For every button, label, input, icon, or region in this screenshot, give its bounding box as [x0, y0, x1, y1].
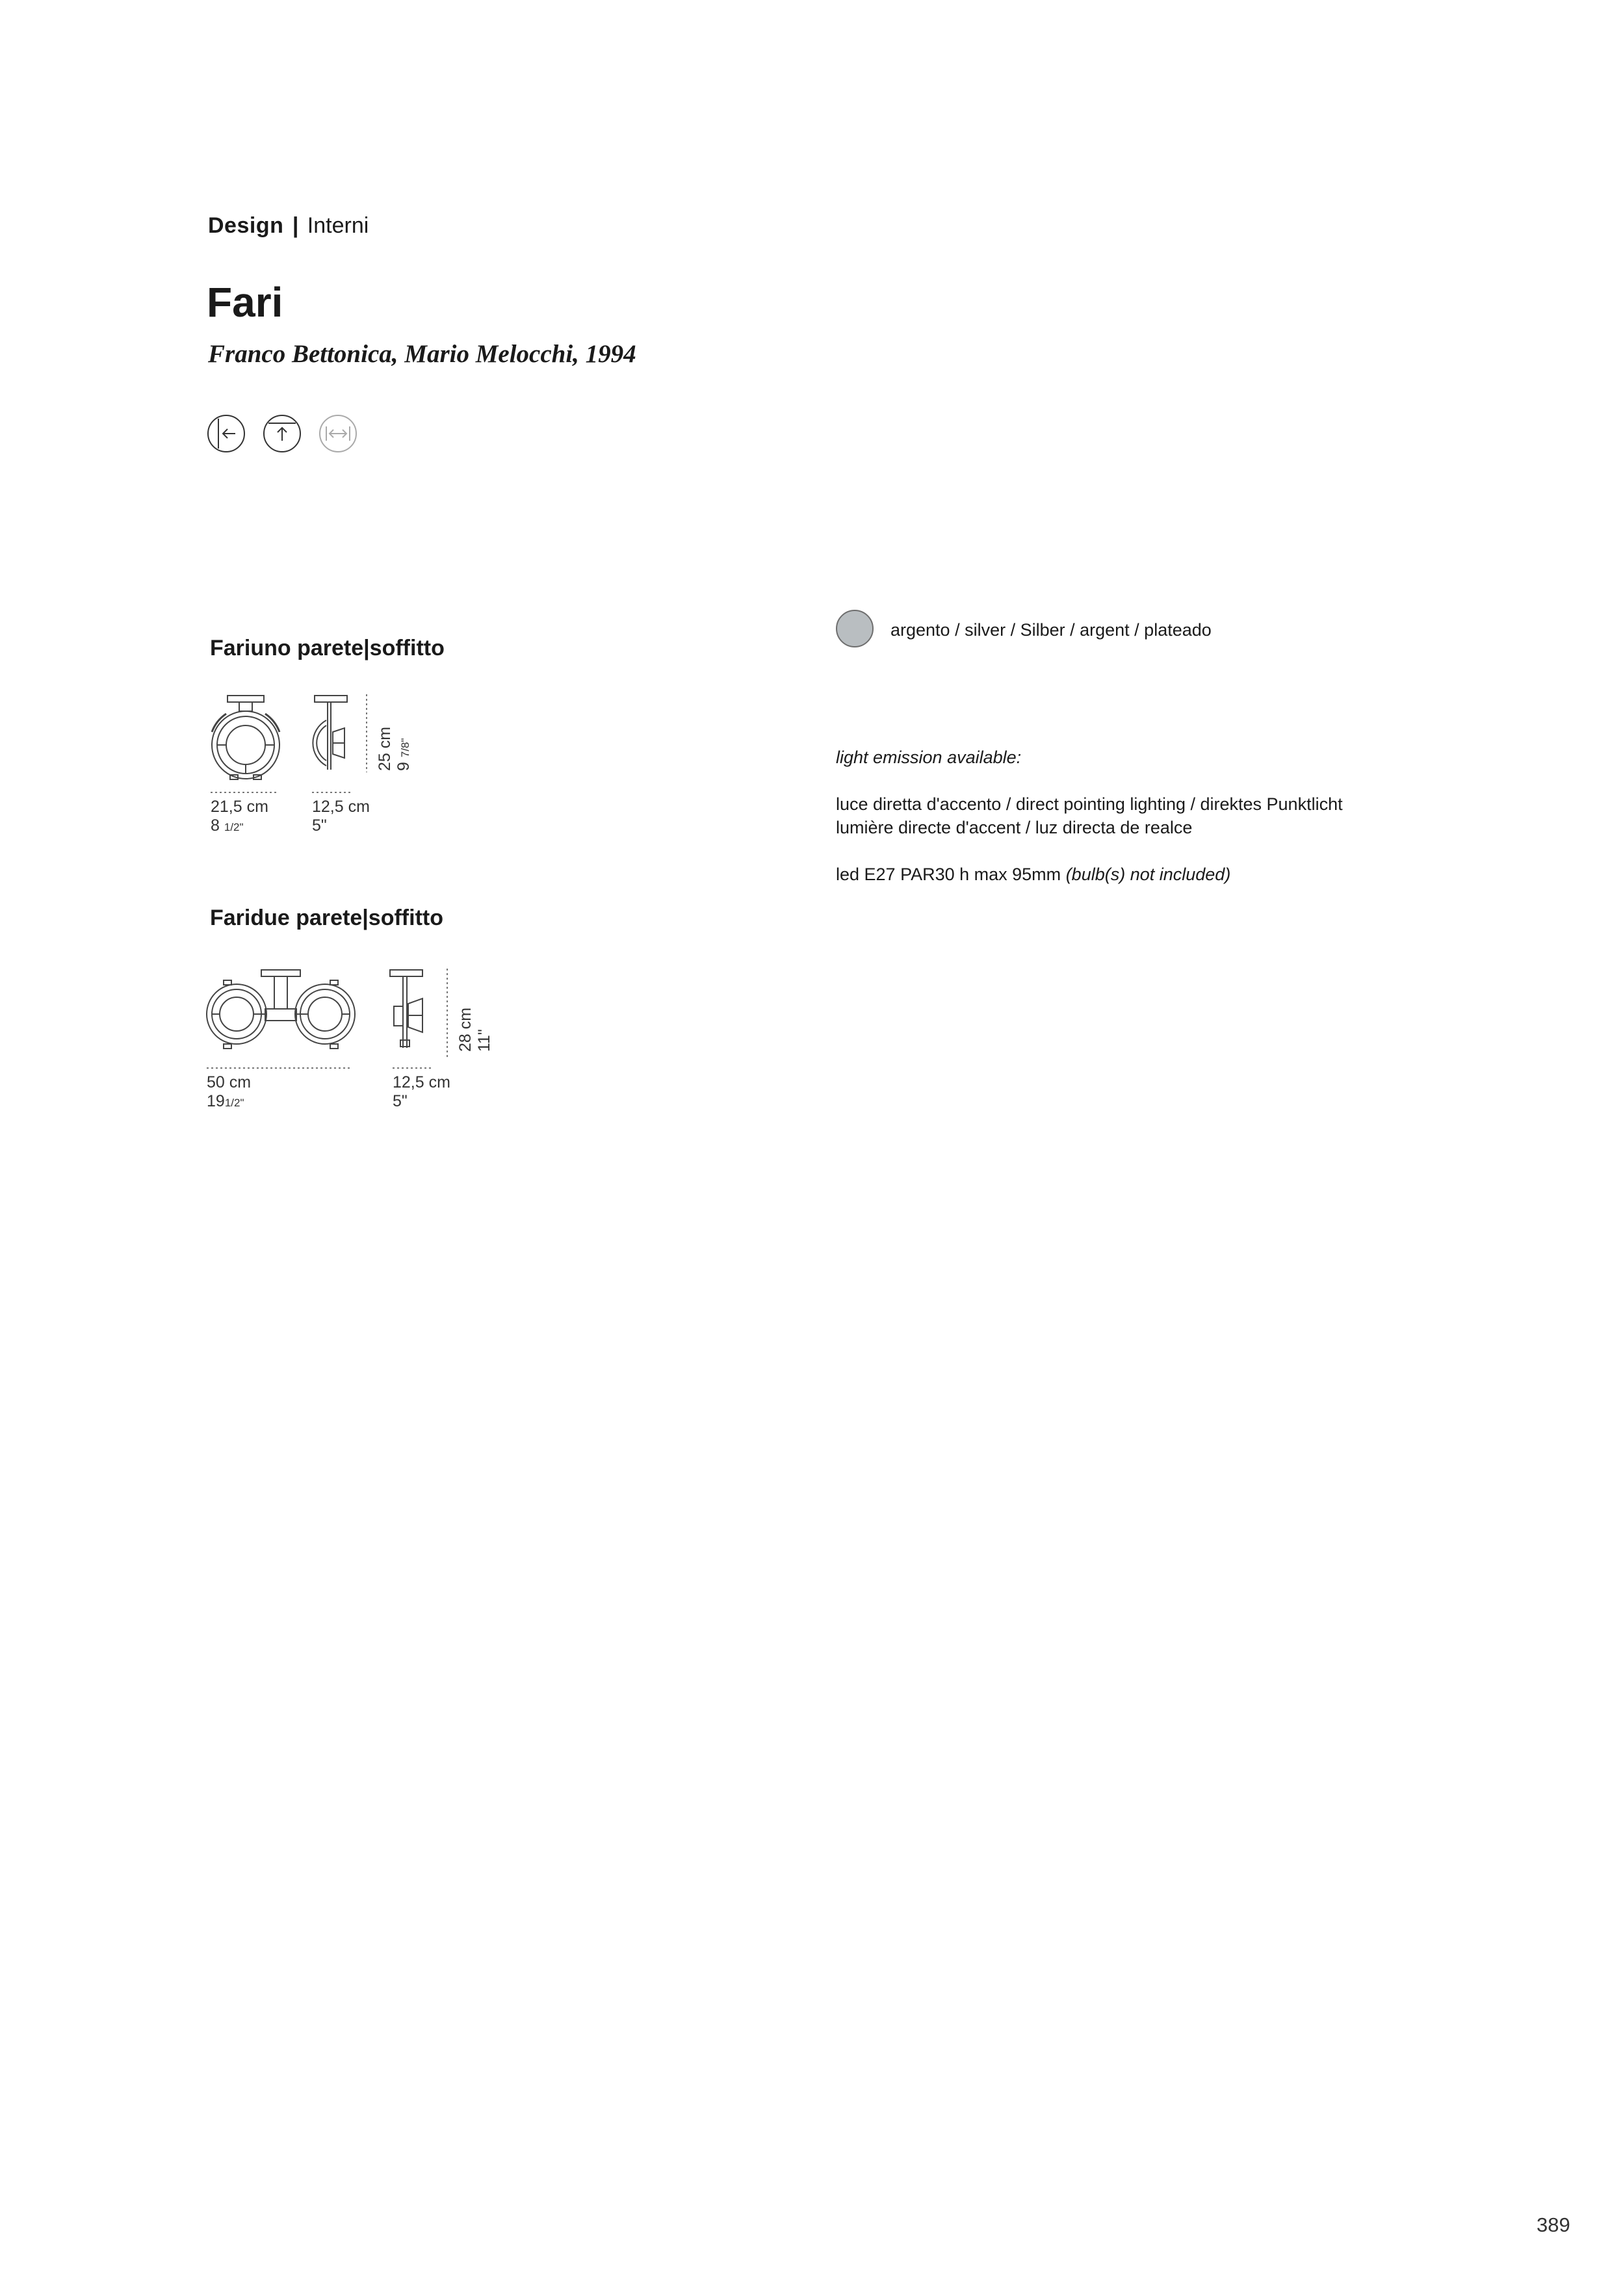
model-title-faridue: Faridue parete|soffitto	[210, 906, 443, 930]
section-header	[208, 213, 369, 239]
product-designer: Franco Bettonica, Mario Melocchi, 1994	[208, 340, 636, 368]
page-number: 389	[1537, 2213, 1570, 2236]
fariuno-front-drawing	[207, 693, 291, 784]
fariuno-height-cm: 25 cm	[376, 726, 394, 771]
fariuno-height-inch: 9 7/8"	[395, 738, 413, 771]
fariuno-depth-dimension	[312, 798, 370, 835]
fariuno-width-cm: 21,5 cm	[211, 798, 268, 816]
light-emission-heading: light emission available:	[836, 748, 1022, 767]
mounting-icons	[207, 412, 363, 455]
fariuno-width-dimension	[211, 798, 268, 837]
faridue-width-cm: 50 cm	[207, 1073, 252, 1091]
adjustable-direction-icon	[320, 415, 356, 452]
bulb-spec	[836, 865, 1230, 885]
faridue-front-drawing	[205, 967, 356, 1058]
faridue-height-line	[445, 969, 450, 1057]
fariuno-height-line	[364, 694, 369, 772]
bulb-type: led E27 PAR30 h max 95mm	[836, 865, 1061, 884]
ceiling-mount-icon	[264, 415, 300, 452]
faridue-width-inch: 191/2"	[207, 1092, 244, 1110]
fariuno-depth-line	[312, 790, 351, 794]
header-separator: |	[292, 213, 299, 238]
fariuno-depth-inch: 5"	[312, 816, 327, 835]
finish-label: argento / silver / Silber / argent / plateado	[890, 620, 1212, 640]
light-emission-line-2: lumière directe d'accent / luz directa de realce	[836, 818, 1193, 837]
faridue-depth-cm: 12,5 cm	[393, 1073, 450, 1091]
finish-swatch-silver	[836, 610, 874, 647]
model-title-fariuno: Fariuno parete|soffitto	[210, 636, 445, 660]
faridue-height-cm: 28 cm	[456, 1007, 474, 1052]
fariuno-height-dimension	[376, 727, 415, 771]
fariuno-width-line	[211, 790, 277, 794]
header-brand: Design	[208, 213, 284, 238]
light-emission-line-1: luce diretta d'accento / direct pointing lighting / direktes Punktlicht	[836, 794, 1343, 814]
fariuno-width-inch: 8 1/2"	[211, 816, 244, 835]
product-name: Fari	[207, 279, 283, 326]
faridue-width-dimension	[207, 1073, 251, 1112]
header-section: Interni	[307, 213, 369, 238]
faridue-side-drawing	[386, 967, 438, 1052]
faridue-depth-inch: 5"	[393, 1092, 408, 1110]
faridue-depth-dimension	[393, 1073, 450, 1111]
fariuno-side-drawing	[304, 693, 356, 777]
bulb-note: (bulb(s) not included)	[1065, 865, 1231, 884]
faridue-height-inch: 11"	[475, 1029, 493, 1052]
faridue-depth-line	[393, 1066, 433, 1070]
wall-mount-icon	[208, 415, 244, 452]
fariuno-depth-cm: 12,5 cm	[312, 798, 370, 816]
faridue-height-dimension	[456, 1008, 494, 1052]
faridue-width-line	[207, 1066, 352, 1070]
